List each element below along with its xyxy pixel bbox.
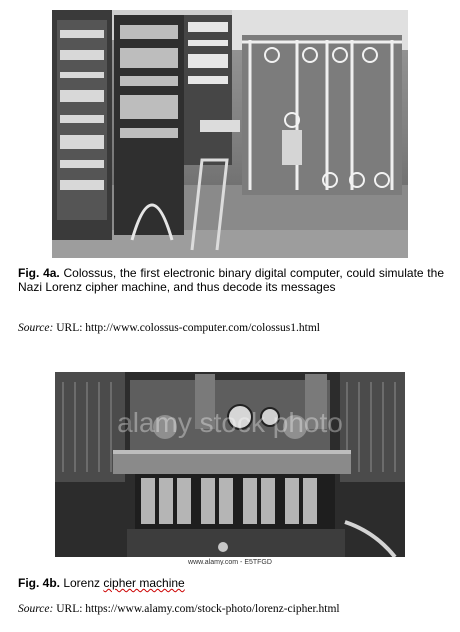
figure-4b-label: Fig. 4b.: [18, 576, 60, 590]
figure-4a-source: [18, 321, 320, 335]
colossus-photo: [52, 10, 408, 258]
figure-4b-text: Lorenz: [60, 576, 104, 590]
figure-4b-source-label: Source:: [18, 603, 54, 615]
alamy-credit: www.alamy.com - E5TFGD: [188, 559, 272, 565]
figure-4a-caption: [18, 266, 444, 294]
figure-4b-source: [18, 602, 340, 616]
colossus-illustration: [52, 10, 408, 258]
lorenz-photo: [55, 372, 405, 565]
figure-4a-source-url: URL: http://www.colossus-computer.com/colossus1.html: [53, 322, 320, 334]
figure-4a-source-label: Source:: [18, 322, 54, 334]
figure-4a-text: Colossus, the first electronic binary digital computer, could simulate the Nazi Lorenz cipher machine, and thus decode its messages: [18, 266, 444, 294]
alamy-watermark: alamy stock photo: [117, 407, 343, 438]
lorenz-illustration: [55, 372, 405, 565]
figure-4b-source-url: URL: https://www.alamy.com/stock-photo/lorenz-cipher.html: [53, 603, 340, 615]
figure-4b-text-underlined: cipher machine: [103, 576, 185, 590]
figure-4a-label: Fig. 4a.: [18, 266, 60, 280]
figure-4b-caption: [18, 576, 444, 590]
